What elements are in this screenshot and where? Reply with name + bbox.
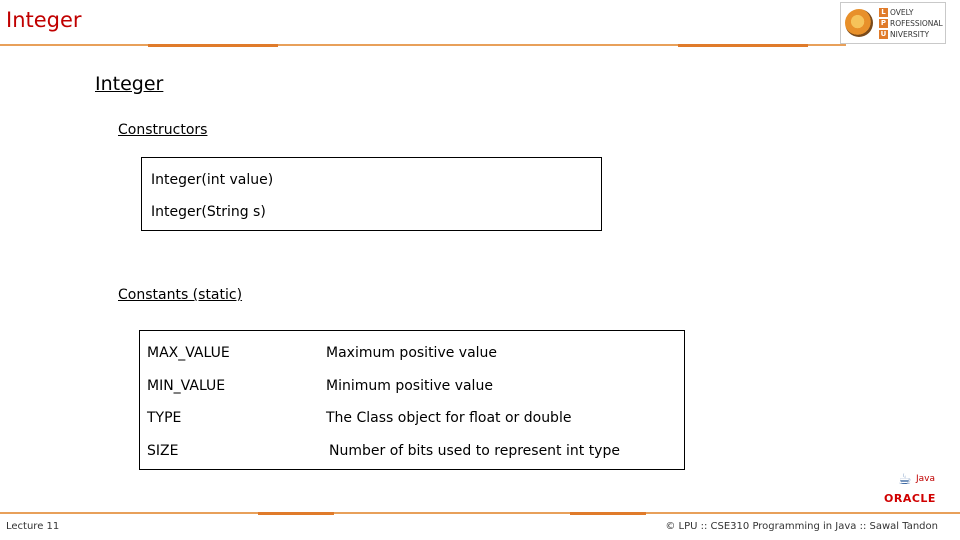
constant-desc: The Class object for float or double (326, 410, 572, 426)
logo-word: ROFESSIONAL (890, 18, 943, 28)
bottom-rule-accent (258, 512, 334, 515)
bottom-rule-accent (570, 512, 646, 515)
slide-title: Integer (6, 8, 82, 32)
constant-name: SIZE (147, 443, 179, 459)
constant-name: MAX_VALUE (147, 345, 230, 361)
footer-lecture: Lecture 11 (6, 521, 60, 532)
oracle-wordmark: ORACLE (884, 492, 936, 505)
java-cup-icon: ☕ (898, 470, 912, 488)
constructors-label: Constructors (118, 122, 208, 138)
constructor-item: Integer(String s) (151, 204, 266, 220)
java-wordmark: Java (916, 474, 936, 484)
section-heading: Integer (95, 73, 164, 95)
logo-word: OVELY (890, 7, 914, 17)
constructor-item: Integer(int value) (151, 172, 274, 188)
logo-letter: U (880, 29, 887, 38)
constant-desc: Maximum positive value (326, 345, 498, 361)
java-oracle-logo (884, 468, 946, 508)
logo-text (879, 7, 943, 40)
constructors-box (141, 157, 602, 231)
logo-word: NIVERSITY (890, 29, 930, 39)
university-logo (840, 2, 946, 44)
top-rule-accent (148, 44, 278, 47)
logo-letter: L (879, 8, 888, 17)
logo-line (879, 29, 943, 40)
logo-line (879, 18, 943, 29)
top-rule-accent (678, 44, 808, 47)
bottom-rule (0, 512, 960, 514)
constant-desc: Number of bits used to represent int type (329, 443, 620, 459)
logo-emblem-icon (845, 9, 873, 37)
logo-line (879, 7, 943, 18)
constant-desc: Minimum positive value (326, 378, 493, 394)
constants-box (139, 330, 685, 470)
logo-letter: P (880, 18, 887, 27)
constant-name: MIN_VALUE (147, 378, 226, 394)
footer-credits: © LPU :: CSE310 Programming in Java :: Sawal Tandon (665, 521, 938, 532)
constants-label: Constants (static) (118, 287, 243, 303)
constant-name: TYPE (147, 410, 182, 426)
